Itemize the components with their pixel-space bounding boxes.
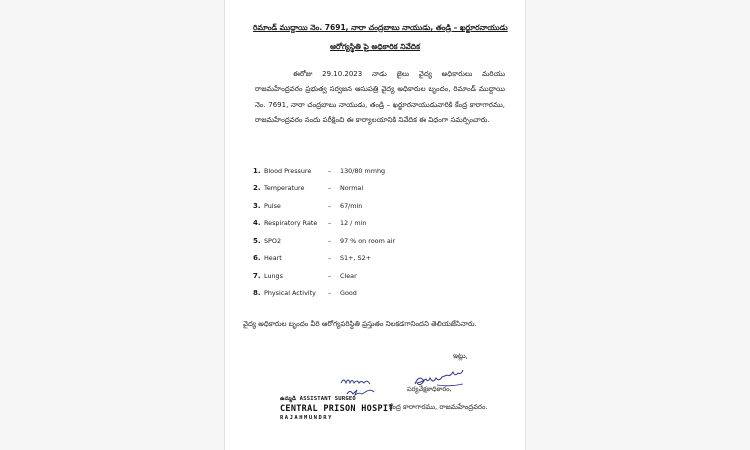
yours-faithfully: ఇట్లు, [453,352,468,360]
vital-value: Good [340,289,357,298]
vital-label: SPO2 [264,236,282,245]
vital-label: Physical Activity [264,289,316,298]
vital-dash: – [328,289,332,298]
vital-value: 12 / min [340,219,367,228]
vital-number: 8. [253,289,261,298]
stamp-institution: CENTRAL PRISON HOSPIT [280,404,394,414]
vital-label: Lungs [264,271,283,280]
stamp-city: RAJAHMUNDRY [280,415,333,421]
vital-number: 5. [253,236,261,245]
vital-label: Heart [264,254,282,263]
vital-row [253,197,513,215]
vital-label: Blood Pressure [264,166,312,175]
vital-value: Normal [340,184,364,193]
vital-value: 130/80 mmhg [340,166,386,175]
vital-value: S1+, S2+ [340,254,372,263]
document-subtitle: ఆరోగ్యస్థితి పై అధికారిక నివేదిక [329,42,421,51]
vital-dash: – [328,254,332,263]
vital-value: 67/min [340,201,363,210]
vital-dash: – [328,184,332,193]
vital-row [253,285,513,303]
vitals-list [253,162,513,302]
vital-label: Temperature [264,184,305,193]
office-address: కేంద్ర కారాగారము, రాజమహేంద్రవరం. [389,403,488,411]
vital-dash: – [328,219,332,228]
vital-dash: – [328,271,332,280]
vital-dash: – [328,236,332,245]
vital-value: Clear [340,271,357,280]
vital-row [253,267,513,285]
vital-label: Pulse [264,201,281,210]
vital-value: 97 % on room air [340,236,396,245]
report-paragraph: ఈరోజు 29.10.2023 నాడు జైలు వైద్య అధికారులు మరియు రాజమహేంద్రవరం ప్రభుత్వ సర్వజన ఆసుపత్రి వైద్య అధికారుల బృందం, రిమాండ్ ముద్దాయి నెం. 7691, నారా చంద్రబాబు నాయుడు, తండ్రి – ఖర్జూరనాయుడువారికి కేంద్ర కారాగారము, రాజమహేంద్రవరం నందు పరీక్షించి ఈ కార్యాలయానికి నివేదిక ఈ విధంగా సమర్పించారు. [255,70,505,124]
document-page [225,0,525,450]
vital-number: 1. [253,166,261,175]
vital-row [253,162,513,180]
stamp-designation: ఉమ్మడి ASSISTANT SURGEO [280,396,356,402]
vital-row [253,215,513,233]
vital-number: 6. [253,254,261,263]
vital-number: 2. [253,184,261,193]
vital-row [253,180,513,198]
vital-number: 3. [253,201,261,210]
vital-row [253,250,513,268]
vital-row [253,232,513,250]
vital-label: Respiratory Rate [264,219,318,228]
vital-dash: – [328,166,332,175]
vital-number: 7. [253,271,261,280]
vital-dash: – [328,201,332,210]
signature-caption: పర్యవేక్షకాధికారం, [407,385,452,393]
vital-number: 4. [253,219,261,228]
document-title: రిమాండ్ ముద్దాయి నెం. 7691, నారా చంద్రబాబు నాయుడు, తండ్రి – ఖర్జూరనాయుడు [253,23,508,32]
closing-statement: వైద్య అధికారుల బృందం వీరి ఆరోగ్యపరిస్థితి ప్రస్తుతం నిలకడగానిందని తెలియజేసినారు. [243,320,477,328]
